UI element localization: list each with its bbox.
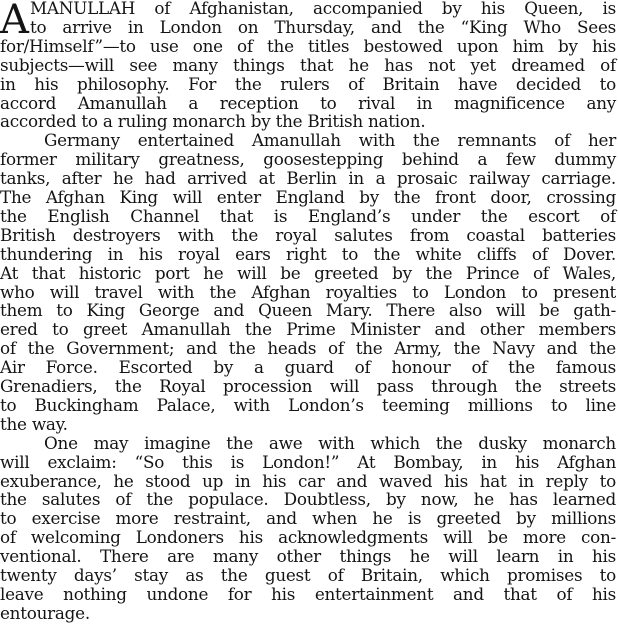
text-line: Germany entertained Amanullah with the remnants of her — [44, 130, 616, 151]
text-line: of welcoming Londoners his acknowledgments will be more con- — [0, 527, 616, 548]
text-line: At that historic port he will be greeted by the Prince of Wales, — [0, 262, 616, 283]
text-line: exuberance, he stood up in his car and waved his hat in reply to — [0, 470, 616, 491]
text-line: British destroyers with the royal salutes from coastal batteries — [0, 224, 616, 245]
text-line: subjects—will see many things that he has not yet dreamed of — [0, 54, 616, 75]
text-line: to exercise more restraint, and when he is greeted by millions — [0, 508, 616, 529]
text-line: who will travel with the Afghan royalties to London to present — [0, 281, 616, 302]
text-line: of the Government; and the heads of the Army, the Navy and the — [0, 338, 616, 359]
text-line: them to King George and Queen Mary. There also will be gath- — [0, 300, 616, 321]
text-line: leave nothing undone for his entertainment and that of his — [0, 583, 616, 604]
text-line: ventional. There are many other things he will learn in his — [0, 546, 616, 567]
text-line: tanks, after he had arrived at Berlin in a prosaic railway carriage. — [0, 168, 616, 189]
text-line: MANULLAH of Afghanistan, accompanied by his Queen, is — [30, 0, 616, 18]
text-line: to Buckingham Palace, with London’s teeming millions to line — [0, 394, 616, 415]
text-line: former military greatness, goosestepping behind a few dummy — [0, 149, 616, 170]
text-line: in his philosophy. For the rulers of Britain have decided to — [0, 73, 616, 94]
text-line: the English Channel that is England’s under the escort of — [0, 205, 616, 226]
text-line: will exclaim: “So this is London!” At Bombay, in his Afghan — [0, 451, 616, 472]
text-line: to arrive in London on Thursday, and the “King Who Sees — [30, 16, 616, 37]
text-line: Grenadiers, the Royal procession will pass through the streets — [0, 376, 616, 396]
text-line: accord Amanullah a reception to rival in magnificence any — [0, 92, 616, 113]
text-line: the salutes of the populace. Doubtless, by now, he has learned — [0, 489, 616, 510]
text-line: Air Force. Escorted by a guard of honour of the famous — [0, 357, 616, 378]
text-line: entourage. — [0, 602, 90, 623]
text-line: The Afghan King will enter England by the front door, crossing — [0, 187, 616, 207]
text-line: thundering in his royal ears right to the white cliffs of Dover. — [0, 243, 616, 264]
text-line: accorded to a ruling monarch by the British nation. — [0, 111, 426, 132]
text-line: the way. — [0, 413, 68, 434]
text-line: One may imagine the awe with which the dusky monarch — [44, 432, 616, 453]
text-line: for/Himself”—to use one of the titles bestowed upon him by his — [0, 35, 616, 56]
text-line: ered to greet Amanullah the Prime Minister and other members — [0, 319, 616, 340]
text-line: twenty days’ stay as the guest of Britain, which promises to — [0, 565, 616, 585]
drop-cap: A — [0, 0, 29, 43]
